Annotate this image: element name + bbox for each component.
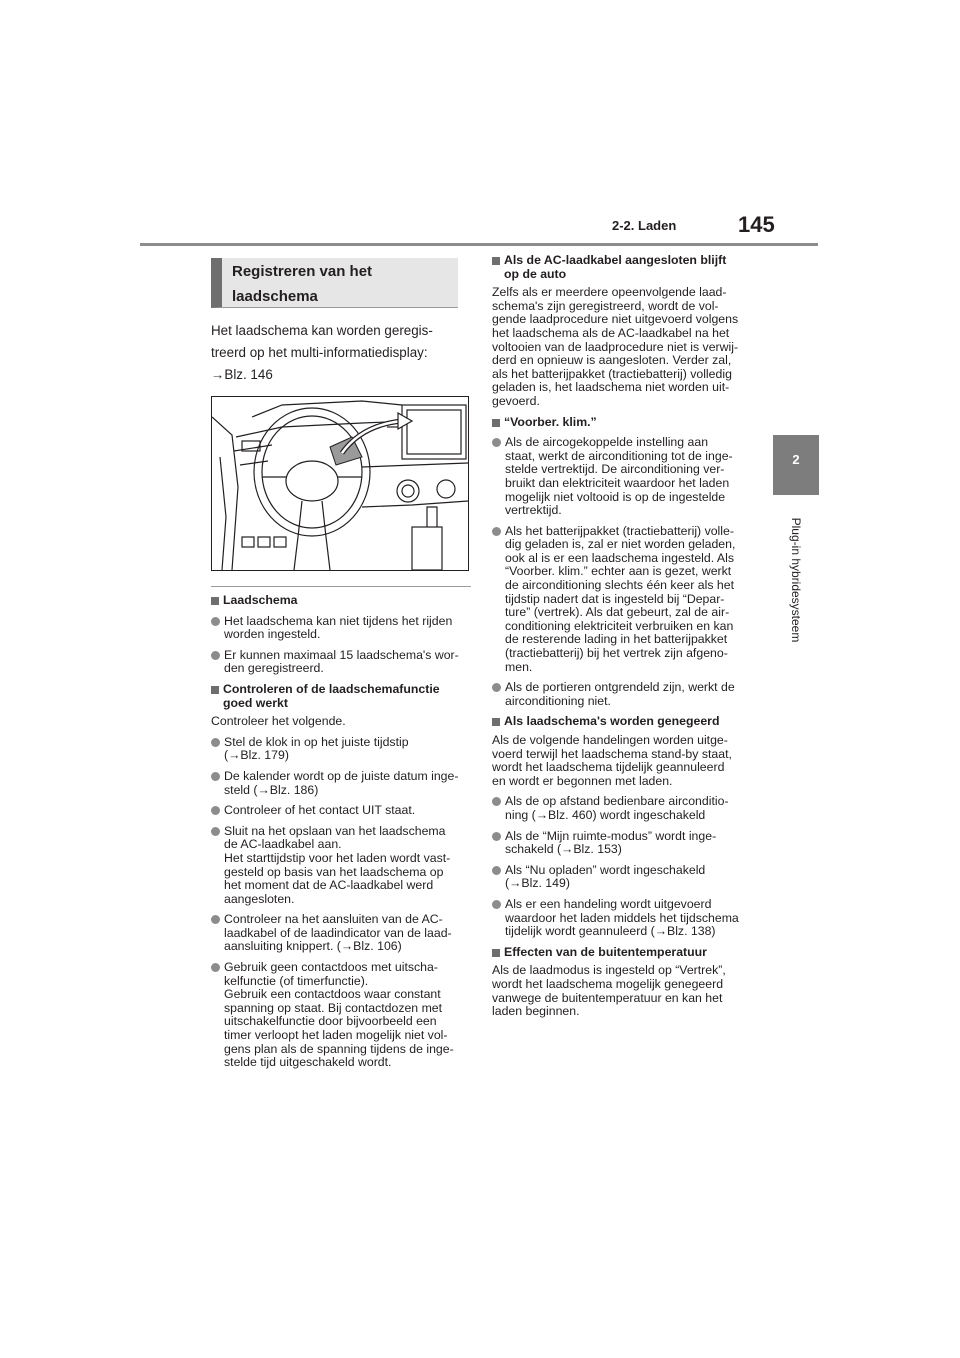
- square-bullet-icon: [492, 949, 500, 957]
- text-line: bruikt dan elektriciteit waardoor het laden: [505, 475, 730, 490]
- subsection-heading: [211, 683, 471, 710]
- text-line: ook al is er een laadschema ingesteld. Als: [505, 550, 734, 565]
- round-bullet-icon: [211, 651, 220, 660]
- text-line: aangesloten.: [224, 891, 295, 906]
- text-line: staat, werkt de airconditioning tot de inge-: [505, 448, 733, 463]
- text-line: gende laadprocedure niet uitgevoerd volgens: [492, 312, 739, 327]
- intro-text: [211, 320, 471, 386]
- round-bullet-icon: [211, 806, 220, 815]
- paragraph: [492, 286, 754, 408]
- section-title-line: laadschema: [232, 288, 318, 305]
- illustration-rule: [211, 586, 471, 587]
- text-line: de AC-laadkabel aan.: [224, 837, 342, 852]
- text-line: wordt het laadschema tijdelijk geannuleerd: [492, 760, 725, 775]
- text-line: Als er een handeling wordt uitgevoerd: [505, 896, 712, 911]
- round-bullet-icon: [492, 832, 501, 841]
- bullet-item: [492, 525, 754, 675]
- bullet-item: [492, 681, 754, 708]
- header-rule: [140, 243, 818, 246]
- bullet-item: [211, 804, 471, 818]
- left-column: [211, 258, 471, 1070]
- round-bullet-icon: [492, 866, 501, 875]
- text-line: wordt het laadschema mogelijk genegeerd: [492, 976, 724, 991]
- text-line: kelfunctie (of timerfunctie).: [224, 973, 369, 988]
- text-line: Controleer het volgende.: [211, 714, 346, 729]
- subsection-heading: [492, 715, 754, 729]
- round-bullet-icon: [492, 527, 501, 536]
- text-line: worden ingesteld.: [224, 627, 321, 642]
- text-line: Het laadschema kan niet tijdens het rijden: [224, 613, 453, 628]
- text-line: het laadschema als de AC-laadkabel na het: [492, 325, 730, 340]
- text-line: Gebruik een contactdoos waar constant: [224, 987, 441, 1002]
- bullet-item: [211, 770, 471, 797]
- text-line: “Voorber. klim.” echter aan is gezet, werkt: [505, 564, 732, 579]
- round-bullet-icon: [211, 827, 220, 836]
- text-line: steld (→Blz. 186): [224, 782, 319, 797]
- bullet-item: [211, 736, 471, 763]
- text-line: Als de “Mijn ruimte-modus” wordt inge-: [505, 828, 717, 843]
- text-line: spanning op staat. Bij contactdozen met: [224, 1000, 443, 1015]
- text-line: Als de laadmodus is ingesteld op “Vertrek”,: [492, 963, 726, 978]
- intro-line: treerd op het multi-informatiedisplay:: [211, 345, 428, 360]
- text-line: laadkabel of de laadindicator van de laad-: [224, 925, 452, 940]
- text-line: en wordt er begonnen met laden.: [492, 773, 673, 788]
- subsection-heading: [492, 254, 754, 281]
- text-line: conditioning elektriciteit verbruiken en kan: [505, 618, 734, 633]
- text-line: De kalender wordt op de juiste datum inge-: [224, 768, 459, 783]
- page-number: 145: [738, 212, 775, 237]
- text-line: schakeld (→Blz. 153): [505, 842, 622, 857]
- text-line: voltooien van de laadprocedure niet is verwij-: [492, 339, 739, 354]
- right-text-blocks: [492, 254, 754, 1019]
- intro-line: Het laadschema kan worden geregis-: [211, 323, 433, 338]
- section-title-line: Registreren van het: [232, 263, 373, 280]
- text-line: derd en opnieuw is aangesloten. Verder zal,: [492, 353, 732, 368]
- text-line: gesteld op basis van het laadschema op: [224, 864, 444, 879]
- text-line: Effecten van de buitentemperatuur: [504, 944, 707, 959]
- bullet-item: [492, 795, 754, 822]
- text-line: vertrektijd.: [505, 503, 562, 518]
- text-line: tijdstip nadert dat is ingesteld bij “Depar-: [505, 591, 725, 606]
- running-header-section: 2-2. Laden: [612, 218, 677, 233]
- paragraph: [211, 715, 471, 729]
- text-line: Zelfs als er meerdere opeenvolgende laad-: [492, 285, 727, 300]
- text-line: het moment dat de AC-laadkabel werd: [224, 878, 434, 893]
- round-bullet-icon: [211, 915, 220, 924]
- text-line: Als laadschema's worden genegeerd: [504, 714, 720, 729]
- text-line: Als “Nu opladen” wordt ingeschakeld: [505, 862, 706, 877]
- text-line: Als de op afstand bedienbare airconditio-: [505, 794, 729, 809]
- text-line: men.: [505, 659, 533, 674]
- text-line: Stel de klok in op het juiste tijdstip: [224, 734, 409, 749]
- text-line: Er kunnen maximaal 15 laadschema's wor-: [224, 647, 459, 662]
- right-column: [492, 254, 754, 1019]
- text-line: ture” (vertrek). Als dat gebeurt, zal de air-: [505, 605, 730, 620]
- chapter-tab-label: Plug-in hybridesysteem: [789, 517, 803, 643]
- bullet-item: [492, 898, 754, 939]
- chapter-tab-number: 2: [792, 452, 800, 467]
- text-line: gevoerd.: [492, 393, 540, 408]
- text-line: stelde tijd uitgeschakeld wordt.: [224, 1055, 392, 1070]
- text-line: timer verloopt het laden mogelijk niet vol-: [224, 1028, 448, 1043]
- square-bullet-icon: [492, 718, 500, 726]
- text-line: laden beginnen.: [492, 1004, 580, 1019]
- bullet-item: [211, 961, 471, 1070]
- bullet-item: [492, 830, 754, 857]
- text-line: Als het batterijpakket (tractiebatterij) volle-: [505, 523, 734, 538]
- left-text-blocks: [211, 594, 471, 1070]
- text-line: voerd terwijl het laadschema stand-by staat,: [492, 746, 732, 761]
- round-bullet-icon: [492, 438, 501, 447]
- round-bullet-icon: [492, 683, 501, 692]
- bullet-item: [492, 864, 754, 891]
- round-bullet-icon: [211, 738, 220, 747]
- text-line: geladen is, het laadschema niet worden uit-: [492, 380, 730, 395]
- text-line: den geregistreerd.: [224, 661, 324, 676]
- text-line: stelde vertrektijd. De airconditioning ver-: [505, 462, 725, 477]
- text-line: de resterende lading in het batterijpakket: [505, 632, 728, 647]
- text-line: Laadschema: [223, 593, 298, 607]
- text-line: Het starttijdstip voor het laden wordt vast-: [224, 850, 451, 865]
- paragraph: [492, 734, 754, 788]
- text-line: vanwege de buitentemperatuur en kan het: [492, 990, 723, 1005]
- text-line: goed werkt: [223, 695, 288, 710]
- square-bullet-icon: [211, 686, 219, 694]
- text-line: mogelijk niet voltooid is op de ingestelde: [505, 489, 726, 504]
- steering-wheel-drawing: [212, 397, 468, 570]
- bullet-item: [211, 825, 471, 907]
- subsection-heading: [492, 946, 754, 960]
- text-line: (→Blz. 149): [505, 876, 570, 891]
- text-line: uitschakelfunctie door bijvoorbeeld een: [224, 1014, 437, 1029]
- round-bullet-icon: [492, 797, 501, 806]
- page-reference-link[interactable]: →Blz. 146: [211, 367, 273, 382]
- text-line: schema's zijn geregistreerd, wordt de vol-: [492, 298, 719, 313]
- text-line: als het batterijpakket (tractiebatterij) volledig: [492, 366, 732, 381]
- text-line: Als de portieren ontgrendeld zijn, werkt de: [505, 680, 735, 695]
- bullet-item: [211, 615, 471, 642]
- text-line: tijdelijk wordt geannuleerd (→Blz. 138): [505, 924, 716, 939]
- text-line: de airconditioning slechts één keer als het: [505, 578, 734, 593]
- round-bullet-icon: [211, 963, 220, 972]
- text-line: (tractiebatterij) bij het vertrek zijn afgeno-: [505, 646, 728, 661]
- square-bullet-icon: [492, 419, 500, 427]
- text-line: Als de AC-laadkabel aangesloten blijft: [504, 253, 727, 267]
- section-title: [211, 258, 458, 308]
- subsection-heading: [211, 594, 471, 608]
- subsection-heading: [492, 416, 754, 430]
- dashboard-illustration: [211, 396, 469, 571]
- paragraph: [492, 964, 754, 1018]
- round-bullet-icon: [492, 900, 501, 909]
- text-line: Controleren of de laadschemafunctie: [223, 681, 440, 696]
- text-line: Controleer na het aansluiten van de AC-: [224, 912, 443, 927]
- text-line: Als de aircogekoppelde instelling aan: [505, 435, 709, 450]
- text-line: dig geladen is, zal er niet worden geladen,: [505, 537, 736, 552]
- text-line: ning (→Blz. 460) wordt ingeschakeld: [505, 807, 706, 822]
- text-line: Gebruik geen contactdoos met uitscha-: [224, 960, 438, 975]
- text-line: op de auto: [504, 266, 567, 281]
- bullet-item: [492, 436, 754, 518]
- round-bullet-icon: [211, 772, 220, 781]
- text-line: aansluiting knippert. (→Blz. 106): [224, 939, 402, 954]
- text-line: “Voorber. klim.”: [504, 414, 597, 429]
- square-bullet-icon: [211, 597, 219, 605]
- text-line: (→Blz. 179): [224, 748, 289, 763]
- text-line: waardoor het laden middels het tijdschema: [505, 910, 739, 925]
- square-bullet-icon: [492, 257, 500, 265]
- text-line: Als de volgende handelingen worden uitge-: [492, 733, 728, 747]
- text-line: Sluit na het opslaan van het laadschema: [224, 823, 446, 838]
- round-bullet-icon: [211, 617, 220, 626]
- text-line: gens plan als de spanning tijdens de inge-: [224, 1041, 454, 1056]
- bullet-item: [211, 649, 471, 676]
- text-line: airconditioning niet.: [505, 693, 611, 708]
- text-line: Controleer of het contact UIT staat.: [224, 803, 416, 818]
- bullet-item: [211, 913, 471, 954]
